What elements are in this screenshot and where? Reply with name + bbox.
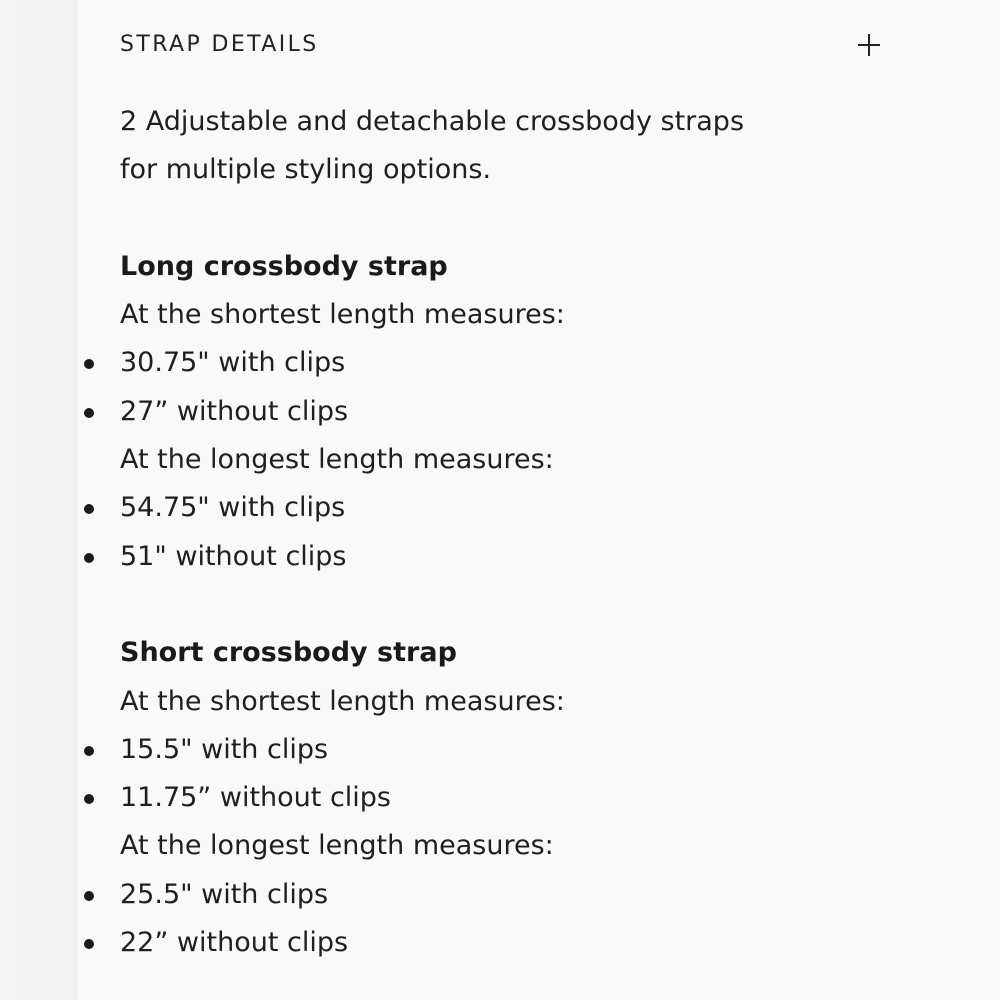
accordion-content [120,98,920,967]
list-item-text: 22” without clips [120,927,349,959]
list-item-text: 30.75" with clips [120,347,346,379]
bullet-icon [84,746,94,756]
left-margin [0,0,78,1000]
list-item-text: 27” without clips [120,395,349,427]
list-item [120,388,920,436]
bullet-icon [84,408,94,418]
bullet-icon [84,359,94,369]
measure-label: At the shortest length measures: [120,685,565,717]
intro-line: for multiple styling options. [120,154,492,186]
strap-details-panel [78,0,1000,1000]
bullet-icon [84,553,94,563]
list-item-text: 25.5" with clips [120,878,329,910]
list-item [120,726,920,774]
bullet-icon [84,504,94,514]
list-item [120,919,920,967]
list-item [120,774,920,822]
list-item [120,339,920,387]
bullet-icon [84,939,94,949]
spacer [120,581,920,629]
measure-label: At the longest length measures: [120,444,554,476]
list-item-text: 54.75" with clips [120,492,346,524]
bullet-icon [84,794,94,804]
short-strap-title: Short crossbody strap [120,637,457,669]
measure-label: At the shortest length measures: [120,299,565,331]
list-item [120,484,920,532]
plus-icon[interactable] [858,34,880,56]
list-item [120,871,920,919]
list-item-text: 15.5" with clips [120,733,329,765]
list-item-text: 51" without clips [120,540,347,572]
bullet-icon [84,891,94,901]
accordion-title: STRAP DETAILS [120,32,319,57]
measure-label: At the longest length measures: [120,830,554,862]
long-strap-title: Long crossbody strap [120,250,448,282]
list-item [120,533,920,581]
accordion-header[interactable] [120,30,910,60]
spacer [120,195,920,243]
list-item-text: 11.75” without clips [120,782,392,814]
intro-line: 2 Adjustable and detachable crossbody straps [120,106,745,137]
